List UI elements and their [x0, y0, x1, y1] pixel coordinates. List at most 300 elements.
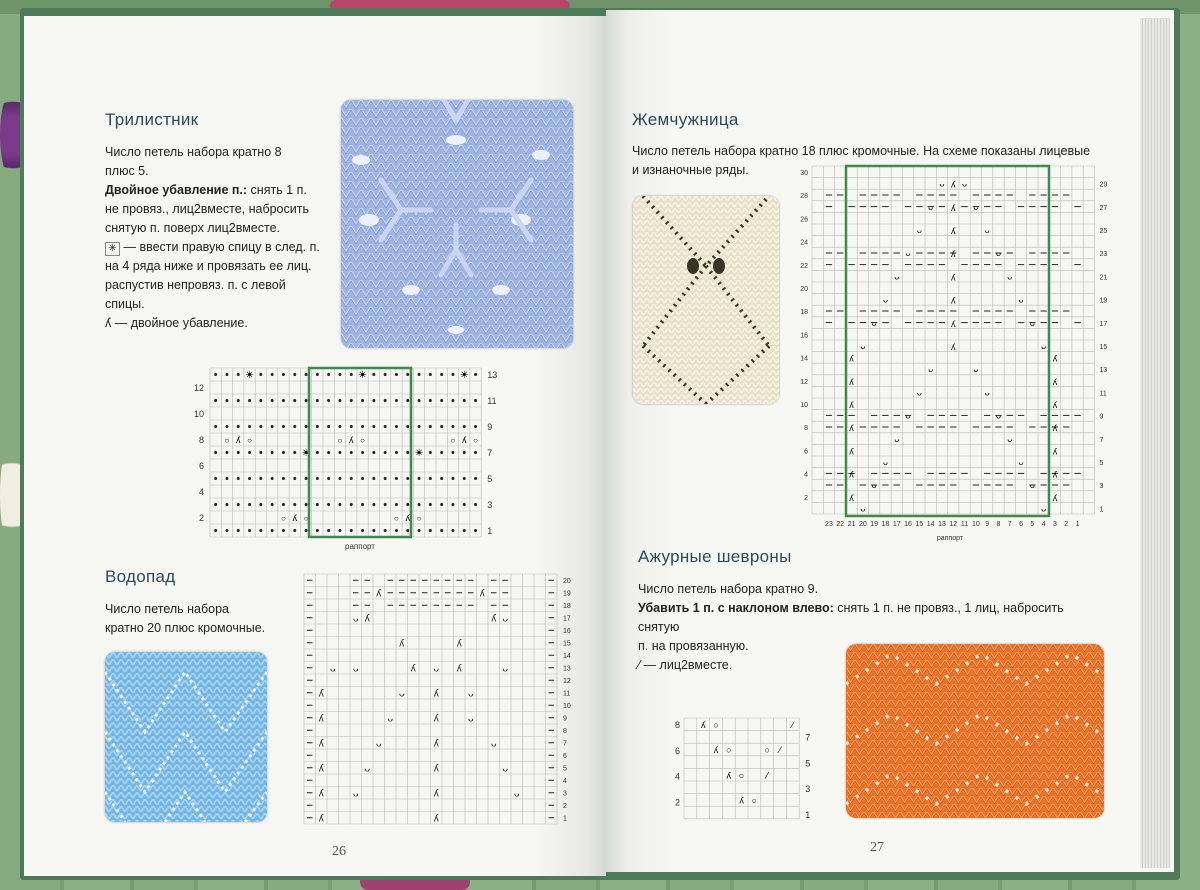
purl-dot: [451, 399, 454, 402]
row-label: 13: [487, 370, 498, 380]
purl-dot: [305, 529, 308, 532]
purl-dot: [395, 451, 398, 454]
purl-dot: [429, 503, 432, 506]
decrease-mark: ʎ: [951, 272, 956, 283]
column-label: 9: [985, 521, 990, 528]
star-text-1: — ввести правую спицу в след. п.: [120, 240, 320, 254]
row-label: 11: [1099, 390, 1107, 398]
purl-dot: [225, 451, 228, 454]
purl-dot: [384, 373, 387, 376]
purl-dot: [327, 529, 330, 532]
yarn-over-mark: ᴗ: [502, 613, 509, 625]
decrease-mark: ʎ: [462, 435, 467, 445]
purl-dot: [293, 425, 296, 428]
yarn-over-mark: ○: [473, 436, 478, 445]
row-label: 1: [563, 815, 567, 823]
purl-dot: [440, 425, 443, 428]
purl-dot: [429, 425, 432, 428]
decrease-mark: ʎ: [376, 588, 382, 600]
purl-dot: [418, 373, 421, 376]
yarn-over-mark: ᴗ: [939, 178, 945, 189]
row-label: 19: [563, 590, 571, 598]
purl-dot: [395, 425, 398, 428]
star-symbol-icon: ✳: [105, 242, 120, 256]
decrease-mark: ʎ: [849, 400, 854, 410]
row-label: 22: [800, 262, 808, 270]
purl-dot: [350, 373, 353, 376]
yarn-over-mark: ᴗ: [973, 364, 979, 375]
yarn-over-mark: ᴗ: [860, 503, 866, 514]
row-label: 6: [563, 753, 567, 760]
row-label: 7: [805, 732, 811, 743]
purl-dot: [418, 425, 421, 428]
yarn-over-mark: ᴗ: [905, 410, 911, 421]
purl-dot: [463, 425, 466, 428]
purl-dot: [305, 425, 308, 428]
purl-dot: [248, 451, 251, 454]
left-page-number: 26: [332, 844, 346, 859]
purl-dot: [305, 477, 308, 480]
trefoil-knit-texture: [341, 100, 573, 348]
purl-dot: [440, 373, 443, 376]
chevrons-decrease-line: [638, 599, 1108, 637]
star-mark: ✳: [414, 448, 424, 459]
purl-dot: [372, 451, 375, 454]
yarn-over-mark: ᴗ: [490, 738, 497, 750]
decrease-mark: ʎ: [849, 446, 854, 457]
row-label: 16: [800, 332, 808, 340]
row-label: 1: [1099, 506, 1104, 514]
star-mark: ✳: [245, 370, 254, 381]
decrease-mark: ʎ: [399, 638, 405, 650]
yarn-over-mark: ᴗ: [502, 663, 509, 675]
purl-dot: [338, 373, 341, 376]
double-decrease-text-2: не провяз., лиц2вместе, набросить: [105, 202, 309, 216]
purl-dot: [248, 529, 251, 532]
purl-dot: [338, 451, 341, 454]
purl-dot: [338, 529, 341, 532]
purl-dot: [406, 477, 409, 480]
purl-dot: [463, 503, 466, 506]
purl-dot: [237, 477, 240, 480]
purl-dot: [282, 529, 285, 532]
purl-dot: [259, 477, 262, 480]
yarn-over-mark: ᴗ: [387, 713, 394, 725]
chevrons-title: Ажурные шевроны: [638, 547, 792, 566]
purl-dot: [305, 503, 308, 506]
purl-dot: [338, 425, 341, 428]
yarn-over-mark: ᴗ: [352, 613, 359, 625]
decrease-mark: ʎ: [318, 763, 324, 775]
trefoil-sample-photo: [341, 100, 573, 348]
yarn-over-mark: ᴗ: [375, 738, 382, 750]
purl-dot: [248, 477, 251, 480]
decrease-mark: ʎ: [1052, 469, 1058, 480]
decrease-mark: ʎ: [849, 423, 854, 434]
purl-dot: [463, 451, 466, 454]
row-label: 10: [563, 703, 571, 710]
right-page-number: 27: [870, 840, 884, 855]
yarn-over-mark: ᴗ: [1018, 294, 1024, 305]
row-label: 15: [563, 640, 571, 648]
row-label: 2: [198, 513, 204, 523]
row-label: 5: [487, 474, 493, 484]
column-label: 23: [825, 521, 833, 528]
purl-dot: [237, 399, 240, 402]
star-text-2: на 4 ряда ниже и провязать ее лиц.: [105, 259, 312, 273]
purl-dot: [372, 529, 375, 532]
row-label: 8: [804, 425, 808, 433]
row-label: 3: [805, 784, 811, 795]
yarn-over-mark: ᴗ: [1041, 503, 1047, 514]
purl-dot: [429, 451, 432, 454]
trefoil-line-2: плюс 5.: [105, 164, 149, 178]
decrease-mark: ʎ: [1052, 400, 1058, 410]
purl-dot: [406, 451, 409, 454]
purl-dot: [350, 399, 353, 402]
purl-dot: [316, 373, 319, 376]
purl-dot: [327, 503, 330, 506]
decrease-mark: ʎ: [364, 613, 370, 625]
purl-dot: [259, 529, 262, 532]
waterfall-chart: [302, 570, 582, 832]
purl-dot: [214, 425, 217, 428]
double-decrease-line: [105, 181, 335, 200]
row-label: 3: [487, 500, 493, 510]
yarn-over-mark: ᴗ: [1041, 341, 1047, 351]
decrease-mark: ʎ: [318, 788, 324, 800]
column-label: 17: [892, 521, 901, 528]
column-label: 11: [960, 521, 969, 528]
row-label: 13: [1099, 367, 1108, 375]
purl-dot: [316, 425, 319, 428]
purl-dot: [384, 399, 387, 402]
purl-dot: [293, 529, 296, 532]
waterfall-line-2: кратно 20 плюс кромочные.: [105, 621, 266, 635]
yarn-over-mark: ᴗ: [916, 225, 922, 235]
yarn-over-mark: ᴗ: [1029, 317, 1035, 328]
decrease-mark: ʎ: [1052, 492, 1058, 503]
decrease-mark: ʎ: [456, 663, 462, 675]
column-label: 7: [1007, 521, 1012, 528]
yarn-over-mark: ᴗ: [916, 387, 922, 398]
decrease-text: — двойное убавление.: [111, 316, 248, 330]
row-label: 7: [563, 740, 567, 748]
yarn-over-mark: ○: [416, 514, 422, 523]
waterfall-title: Водопад: [105, 567, 176, 586]
trefoil-chart: [190, 366, 500, 556]
purl-dot: [237, 373, 240, 376]
row-label: 16: [563, 628, 571, 635]
purl-dot: [474, 451, 477, 454]
k2tog-mark: ⁄: [766, 770, 768, 781]
column-label: 1: [1075, 521, 1080, 528]
decrease-mark: ʎ: [491, 613, 497, 625]
row-label: 15: [1099, 344, 1108, 351]
yarn-over-mark: ᴗ: [433, 663, 440, 675]
yarn-over-mark: ᴗ: [398, 688, 405, 700]
yarn-over-mark: ᴗ: [882, 457, 888, 467]
purl-dot: [429, 399, 432, 402]
purl-dot: [316, 399, 319, 402]
purl-dot: [271, 451, 274, 454]
purl-dot: [327, 425, 330, 428]
pearl-line-2: и изнаночные ряды.: [632, 163, 749, 177]
row-label: 8: [674, 720, 680, 730]
column-label: 3: [1052, 521, 1057, 528]
decrease-mark: ʎ: [1052, 446, 1058, 457]
decrease-mark: ʎ: [1052, 376, 1058, 387]
purl-dot: [418, 529, 421, 532]
purl-dot: [316, 529, 319, 532]
decrease-mark: ʎ: [456, 638, 462, 650]
purl-dot: [271, 529, 274, 532]
row-label: 14: [563, 653, 571, 660]
decrease-mark: ʎ: [849, 376, 854, 387]
decrease-mark: ʎ: [318, 688, 324, 700]
purl-dot: [361, 399, 364, 402]
decrease-mark: ʎ: [726, 770, 732, 781]
yarn-over-mark: ᴗ: [928, 364, 934, 375]
purl-dot: [225, 399, 228, 402]
row-label: 12: [563, 678, 571, 685]
purl-dot: [372, 373, 375, 376]
row-label: 13: [563, 665, 571, 673]
row-label: 5: [1099, 460, 1104, 467]
yarn-over-mark: ○: [281, 514, 286, 523]
row-label: 23: [1099, 251, 1108, 259]
decrease-mark: ʎ: [433, 713, 439, 725]
yarn-over-mark: ᴗ: [502, 763, 509, 775]
row-label: 20: [800, 286, 808, 293]
purl-dot: [350, 451, 353, 454]
yarn-over-mark: ᴗ: [1018, 457, 1024, 467]
decrease-mark: ʎ: [951, 295, 956, 306]
row-label: 24: [800, 239, 808, 247]
purl-dot: [474, 399, 477, 402]
yarn-over-mark: ᴗ: [352, 788, 359, 800]
decrease-mark: ʎ: [951, 318, 956, 329]
page-edges: [1140, 18, 1170, 868]
row-label: 3: [1099, 483, 1104, 491]
purl-dot: [271, 373, 274, 376]
double-decrease-term: Двойное убавление п.:: [105, 183, 248, 197]
pearl-repeat-caption: раппорт: [936, 535, 964, 542]
purl-dot: [474, 529, 477, 532]
purl-dot: [418, 503, 421, 506]
pearl-chart: [790, 164, 1110, 546]
purl-dot: [406, 373, 409, 376]
column-label: 19: [870, 521, 879, 528]
yarn-over-mark: ᴗ: [882, 294, 888, 305]
purl-dot: [395, 373, 398, 376]
purl-dot: [214, 529, 217, 532]
purl-dot: [282, 425, 285, 428]
column-label: 18: [881, 521, 890, 528]
row-label: 8: [198, 435, 204, 445]
purl-dot: [293, 373, 296, 376]
purl-dot: [271, 425, 274, 428]
purl-dot: [451, 503, 454, 506]
column-label: 10: [971, 521, 980, 528]
column-label: 16: [904, 521, 912, 528]
decrease-mark: ʎ: [951, 179, 956, 190]
decrease-mark: ʎ: [433, 738, 439, 750]
purl-dot: [395, 399, 398, 402]
yarn-over-mark: ᴗ: [467, 688, 474, 700]
purl-dot: [474, 503, 477, 506]
purl-dot: [225, 477, 228, 480]
decrease-mark: ʎ: [849, 492, 854, 503]
purl-dot: [418, 399, 421, 402]
decrease-mark: ʎ: [951, 249, 956, 260]
purl-dot: [293, 503, 296, 506]
row-label: 2: [804, 494, 808, 502]
purl-dot: [350, 529, 353, 532]
double-decrease-text-3: снятую п. поверх лиц2вместе.: [105, 221, 280, 235]
purl-dot: [451, 425, 454, 428]
column-label: 22: [836, 521, 845, 528]
yarn-over-mark: ᴗ: [984, 387, 990, 398]
column-label: 21: [847, 521, 856, 528]
row-label: 2: [563, 803, 567, 810]
purl-dot: [451, 477, 454, 480]
decrease-mark: ʎ: [433, 813, 439, 825]
row-label: 1: [487, 526, 493, 536]
k2tog-mark: ⁄: [792, 720, 794, 730]
purl-dot: [271, 399, 274, 402]
yarn-over-mark: ○: [394, 514, 399, 523]
purl-dot: [259, 373, 262, 376]
decrease-mark: ʎ: [405, 513, 410, 523]
purl-dot: [395, 477, 398, 480]
purl-dot: [259, 503, 262, 506]
purl-dot: [361, 425, 364, 428]
purl-dot: [293, 451, 296, 454]
waterfall-chart-grid: [304, 574, 557, 824]
column-label: 2: [1064, 521, 1069, 528]
purl-dot: [384, 451, 387, 454]
decrease-mark: ʎ: [951, 226, 956, 236]
purl-dot: [259, 399, 262, 402]
purl-dot: [384, 503, 387, 506]
purl-dot: [350, 503, 353, 506]
pearl-sample-photo: [633, 196, 779, 404]
decrease-mark: ʎ: [433, 763, 439, 775]
decrease-mark: ʎ: [849, 353, 854, 364]
purl-dot: [406, 503, 409, 506]
yarn-over-mark: ᴗ: [871, 480, 877, 491]
yarn-over-mark: ᴗ: [513, 788, 520, 800]
purl-dot: [282, 477, 285, 480]
purl-dot: [271, 477, 274, 480]
purl-dot: [350, 477, 353, 480]
pearl-knit-texture: [633, 196, 779, 404]
decrease-mark: ʎ: [318, 738, 324, 750]
row-label: 4: [563, 778, 567, 785]
pearl-chart-symbols: [826, 179, 1081, 514]
row-label: 10: [800, 402, 808, 409]
yarn-over-mark: ᴗ: [928, 201, 934, 212]
yarn-over-mark: ○: [713, 720, 719, 730]
decrease-mark: ʎ: [433, 788, 439, 800]
double-decrease-symbol-icon: ʎ: [105, 316, 112, 330]
row-label: 26: [800, 216, 808, 224]
purl-dot: [440, 477, 443, 480]
decrease-mark: ʎ: [713, 745, 719, 756]
column-label: 8: [996, 521, 1001, 528]
purl-dot: [406, 425, 409, 428]
purl-dot: [338, 503, 341, 506]
star-text-3: распустив непровяз. п. с левой: [105, 278, 286, 292]
purl-dot: [372, 503, 375, 506]
row-label: 21: [1099, 274, 1108, 282]
star-mark: ✳: [460, 370, 469, 381]
yarn-over-mark: ○: [303, 514, 309, 523]
purl-dot: [338, 399, 341, 402]
purl-dot: [237, 503, 240, 506]
chevrons-chart: [670, 716, 820, 824]
purl-dot: [237, 451, 240, 454]
k2tog-mark: ⁄: [779, 745, 781, 756]
yarn-over-mark: ○: [224, 436, 230, 445]
decrease-line: [105, 314, 335, 333]
decrease-mark: ʎ: [318, 713, 324, 725]
row-label: 19: [1099, 297, 1108, 305]
purl-dot: [361, 503, 364, 506]
purl-dot: [259, 451, 262, 454]
purl-dot: [316, 451, 319, 454]
decrease-mark: ʎ: [1052, 423, 1058, 434]
purl-dot: [282, 399, 285, 402]
purl-dot: [384, 477, 387, 480]
yarn-over-mark: ᴗ: [860, 341, 866, 351]
purl-dot: [361, 477, 364, 480]
row-label: 10: [193, 409, 204, 419]
row-label: 7: [487, 448, 493, 458]
chevrons-line-1: Число петель набора кратно 9.: [638, 582, 819, 596]
purl-dot: [384, 425, 387, 428]
purl-dot: [282, 451, 285, 454]
purl-dot: [225, 425, 228, 428]
row-label: 7: [1099, 436, 1104, 444]
purl-dot: [282, 373, 285, 376]
purl-dot: [406, 399, 409, 402]
row-label: 14: [800, 355, 808, 363]
decrease-mark: ʎ: [849, 469, 854, 480]
purl-dot: [338, 477, 341, 480]
yarn-over-mark: ○: [738, 770, 745, 781]
decrease-mark: ʎ: [951, 342, 956, 352]
yarn-over-mark: ᴗ: [984, 225, 990, 235]
row-label: 4: [804, 471, 808, 479]
purl-dot: [214, 477, 217, 480]
yarn-over-mark: ○: [247, 436, 252, 445]
decrease-mark: ʎ: [700, 720, 706, 730]
row-label: 27: [1099, 204, 1108, 212]
purl-dot: [225, 529, 228, 532]
purl-dot: [451, 451, 454, 454]
row-label: 6: [198, 461, 204, 471]
decrease-mark: ʎ: [349, 435, 354, 445]
decrease-mark: ʎ: [1052, 353, 1058, 364]
waterfall-knit-texture: [105, 652, 267, 822]
purl-dot: [225, 503, 228, 506]
row-label: 6: [804, 448, 808, 456]
yarn-over-mark: ᴗ: [329, 663, 336, 675]
column-label: 4: [1041, 521, 1046, 528]
row-label: 12: [193, 383, 204, 393]
